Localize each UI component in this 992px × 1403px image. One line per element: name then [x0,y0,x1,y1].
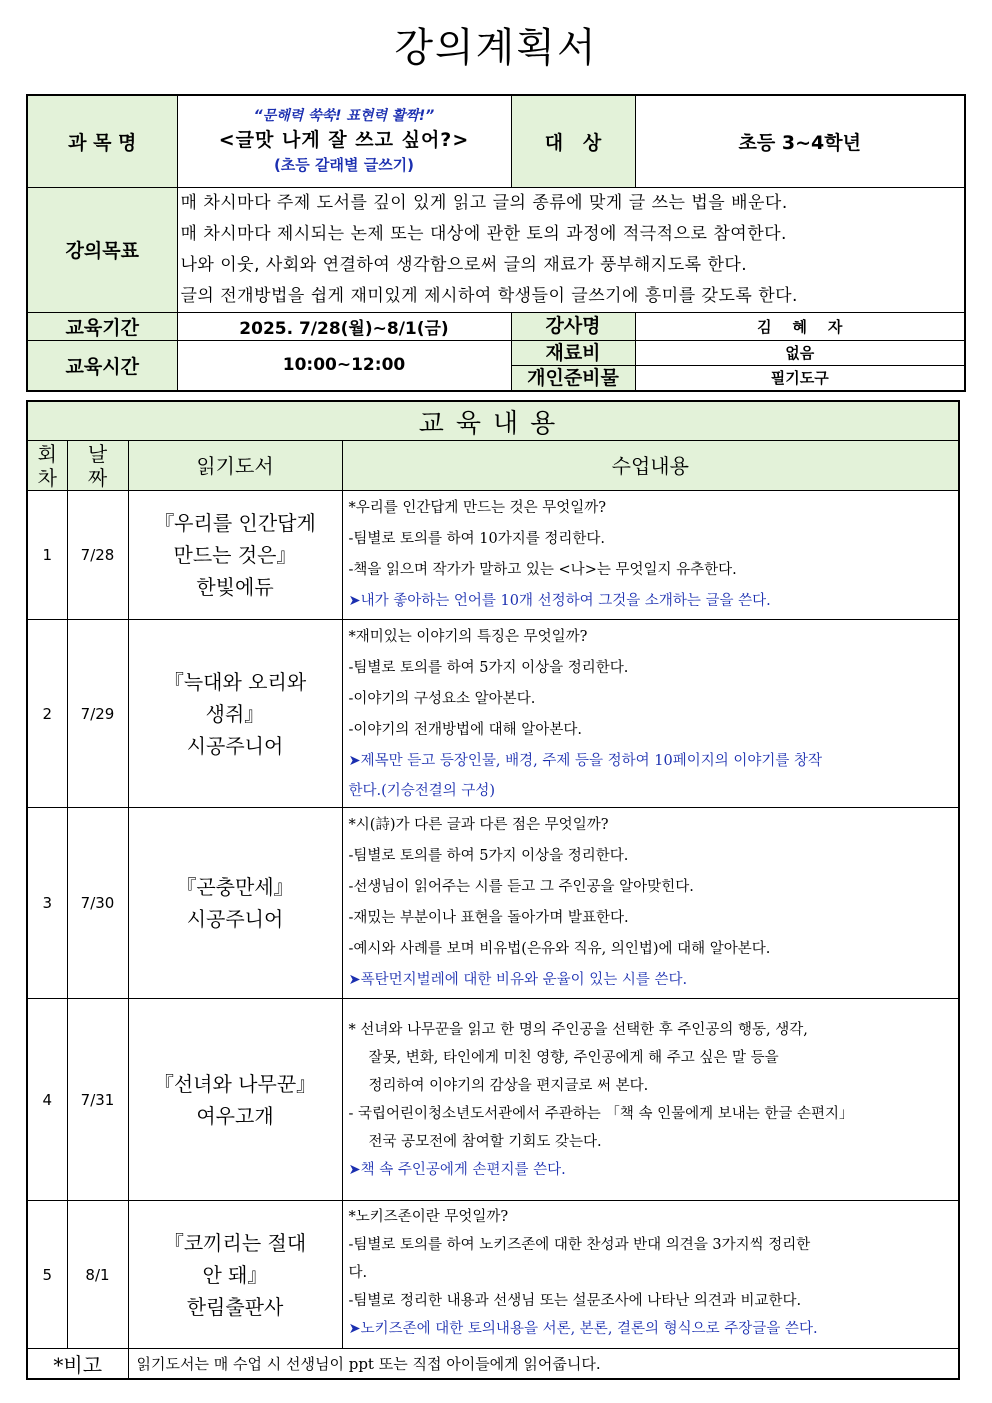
book-line: 시공주니어 [186,733,284,758]
lesson-line: -팀별로 정리한 내용과 선생님 또는 설문조사에 나타난 의견과 비교한다. [348,1293,802,1309]
book-line: 여우고개 [196,1103,274,1128]
arrow-icon: ➤ [348,1161,361,1178]
lesson-assignment: 노키즈존에 대한 토의내용을 서론, 본론, 결론의 형식으로 주장글을 쓴다. [360,1321,818,1337]
lesson-line: -선생님이 읽어주는 시를 듣고 그 주인공을 알아맞힌다. [348,879,694,895]
session-book [128,620,342,808]
objective-line: 글의 전개방법을 쉽게 재미있게 제시하여 학생들이 글쓰기에 흥미를 갖도록 한다. [180,285,798,306]
book-line: 『우리를 인간답게 [154,511,316,535]
lesson-line: -팀별로 토의를 하여 5가지 이상을 정리한다. [348,848,629,864]
content-title: 교육내용 [27,401,959,441]
prep-value: 필기도구 [635,365,965,391]
head-book: 읽기도서 [128,441,342,491]
book-line: 시공주니어 [186,907,284,931]
session-lesson [342,1201,959,1349]
book-line: 『코끼리는 절대 [163,1230,307,1255]
subject-subtitle: (초등 갈래별 글쓰기) [273,156,415,175]
lesson-line: -팀별로 토의를 하여 10가지를 정리한다. [348,531,605,547]
target-value: 초등 3~4학년 [635,95,965,187]
head-lesson: 수업내용 [342,441,959,491]
lesson-line: *시(詩)가 다른 글과 다른 점은 무엇일까? [348,817,609,833]
lesson-assignment: 폭탄먼지벌레에 대한 비유와 운율이 있는 시를 쓴다. [360,972,688,988]
period-value: 2025. 7/28(월)~8/1(금) [177,312,511,340]
session-number: 2 [27,620,67,808]
lesson-line: 정리하여 이야기의 감상을 편지글로 써 본다. [368,1077,649,1094]
book-line: 생쥐』 [205,701,265,726]
session-number: 3 [27,808,67,999]
session-book [128,808,342,999]
session-date: 7/31 [67,999,128,1201]
session-row [27,1201,959,1349]
lesson-line: -재밌는 부분이나 표현을 돌아가며 발표한다. [348,910,629,926]
head-date: 날 짜 [67,441,128,491]
session-book [128,491,342,620]
subject-cell [177,95,511,187]
document-title: 강의계획서 [394,25,598,71]
session-date: 8/1 [67,1201,128,1349]
subject-tagline: “문해력 쑥쑥! 표현력 활짝!” [253,108,435,125]
objective-label: 강의목표 [27,187,177,312]
session-lesson [342,999,959,1201]
session-book [128,999,342,1201]
lesson-assignment: 제목만 듣고 등장인물, 배경, 주제 등을 정하여 10페이지의 이야기를 창작 [360,753,823,769]
head-session: 회 차 [27,441,67,491]
session-row [27,999,959,1201]
arrow-icon: ➤ [348,1321,361,1337]
book-line: 만드는 것은』 [173,543,297,567]
lesson-line: -책을 읽으며 작가가 말하고 있는 <나>는 무엇일지 유추한다. [348,562,737,578]
lesson-line: -이야기의 전개방법에 대해 알아본다. [348,722,582,738]
session-number: 5 [27,1201,67,1349]
note-value: 읽기도서는 매 수업 시 선생님이 ppt 또는 직접 아이들에게 읽어줍니다. [128,1349,959,1380]
lesson-line: * 선녀와 나무꾼을 읽고 한 명의 주인공을 선택한 후 주인공의 행동, 생각, [348,1021,808,1038]
arrow-icon: ➤ [348,972,361,988]
fee-value: 없음 [635,340,965,365]
time-value: 10:00~12:00 [177,340,511,391]
lesson-assignment: 내가 좋아하는 언어를 10개 선정하여 그것을 소개하는 글을 쓴다. [360,593,771,609]
lesson-assignment-cont: 한다.(기승전결의 구성) [348,783,496,799]
session-date: 7/29 [67,620,128,808]
lesson-line: -팀별로 토의를 하여 5가지 이상을 정리한다. [348,660,629,676]
lesson-line: 다. [348,1265,368,1281]
period-label: 교육기간 [27,312,177,340]
arrow-icon: ➤ [348,593,361,609]
session-lesson [342,620,959,808]
session-row [27,491,959,620]
book-line: 『곤충만세』 [176,875,294,899]
session-book [128,1201,342,1349]
session-date: 7/30 [67,808,128,999]
lesson-line: 전국 공모전에 참여할 기회도 갖는다. [368,1133,602,1150]
lesson-line: *우리를 인간답게 만드는 것은 무엇일까? [348,500,607,516]
arrow-icon: ➤ [348,753,361,769]
lesson-line: -팀별로 토의를 하여 노키즈존에 대한 찬성과 반대 의견을 3가지씩 정리한 [348,1237,811,1253]
book-line: 한빛에듀 [196,575,274,599]
instructor-label: 강사명 [511,312,635,340]
session-number: 1 [27,491,67,620]
lesson-line: - 국립어린이청소년도서관에서 주관하는 「책 속 인물에게 보내는 한글 손편지」 [348,1105,854,1122]
objective-line: 매 차시마다 제시되는 논제 또는 대상에 관한 토의 과정에 적극적으로 참여한다. [180,223,787,244]
book-line: 안 돼』 [202,1262,268,1287]
session-lesson [342,808,959,999]
time-label: 교육시간 [27,340,177,391]
note-label: *비고 [27,1349,128,1380]
session-number: 4 [27,999,67,1201]
objective-line: 나와 이웃, 사회와 연결하여 생각함으로써 글의 재료가 풍부해지도록 한다. [180,254,748,275]
lesson-line: *재미있는 이야기의 특징은 무엇일까? [348,629,588,645]
lesson-plan-table [26,400,960,1380]
prep-label: 개인준비물 [511,365,635,391]
session-lesson [342,491,959,620]
session-row [27,620,959,808]
course-info-table [26,94,966,392]
objective-line: 매 차시마다 주제 도서를 깊이 있게 읽고 글의 종류에 맞게 글 쓰는 법을 배운다. [180,192,788,213]
lesson-assignment: 책 속 주인공에게 손편지를 쓴다. [360,1161,566,1178]
lesson-line: -예시와 사례를 보며 비유법(은유와 직유, 의인법)에 대해 알아본다. [348,941,771,957]
target-label: 대 상 [511,95,635,187]
lesson-line: *노키즈존이란 무엇일까? [348,1209,509,1225]
lesson-line: 잘못, 변화, 타인에게 미친 영향, 주인공에게 해 주고 싶은 말 등을 [368,1049,779,1066]
lesson-line: -이야기의 구성요소 알아본다. [348,691,536,707]
session-row [27,808,959,999]
instructor-value: 김 혜 자 [635,312,965,340]
subject-label: 과 목 명 [27,95,177,187]
fee-label: 재료비 [511,340,635,365]
session-date: 7/28 [67,491,128,620]
book-line: 한림출판사 [186,1294,284,1319]
objective-cell [177,187,965,312]
book-line: 『늑대와 오리와 [163,669,307,694]
subject-title: <글맛 나게 잘 쓰고 싶어?> [218,129,470,152]
book-line: 『선녀와 나무꾼』 [153,1071,317,1096]
